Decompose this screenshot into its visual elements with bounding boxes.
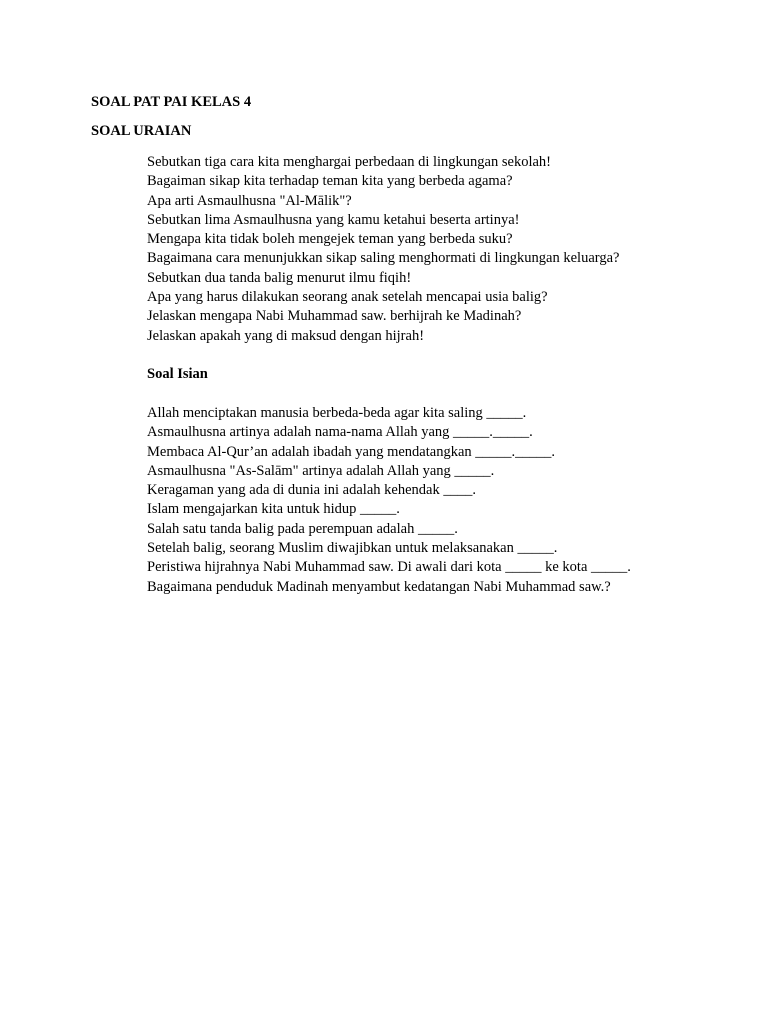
question-text: Allah menciptakan manusia berbeda-beda agar kita saling _____.: [147, 405, 527, 421]
question-text: Islam mengajarkan kita untuk hidup _____.: [147, 501, 400, 518]
question-text: Jelaskan apakah yang di maksud dengan hijrah!: [147, 327, 425, 344]
question-text: Bagaimana cara menunjukkan sikap saling menghormati di lingkungan keluarga?: [147, 250, 620, 267]
question-text: Bagaimana penduduk Madinah menyambut kedatangan Nabi Muhammad saw.?: [147, 578, 611, 595]
question-text: Peristiwa hijrahnya Nabi Muhammad saw. Di awali dari kota _____ ke kota _____.: [147, 559, 631, 576]
question-text: Asmaulhusna artinya adalah nama-nama Allah yang _____._____.: [147, 424, 533, 441]
question-text: Keragaman yang ada di dunia ini adalah kehendak ____.: [147, 482, 476, 499]
question-text: Setelah balig, seorang Muslim diwajibkan untuk melaksanakan _____.: [147, 540, 558, 557]
question-text: Apa arti Asmaulhusna "Al-Mālik"?: [147, 192, 352, 209]
question-text: Asmaulhusna "As-Salām" artinya adalah Allah yang _____.: [147, 462, 495, 479]
question-text: Salah satu tanda balig pada perempuan adalah _____.: [147, 520, 458, 537]
section-heading-uraian: SOAL URAIAN: [91, 123, 192, 139]
question-text: Sebutkan tiga cara kita menghargai perbedaan di lingkungan sekolah!: [147, 154, 551, 170]
question-text: Sebutkan dua tanda balig menurut ilmu fiqih!: [147, 269, 412, 286]
question-text: Sebutkan lima Asmaulhusna yang kamu ketahui beserta artinya!: [147, 211, 520, 228]
question-text: Mengapa kita tidak boleh mengejek teman yang berbeda suku?: [147, 231, 513, 248]
section-heading-isian: Soal Isian: [147, 366, 208, 382]
document-title: SOAL PAT PAI KELAS 4: [91, 94, 252, 110]
question-text: Apa yang harus dilakukan seorang anak setelah mencapai usia balig?: [147, 289, 548, 306]
question-text: Jelaskan mengapa Nabi Muhammad saw. berhijrah ke Madinah?: [147, 308, 522, 325]
question-text: Membaca Al-Qur’an adalah ibadah yang mendatangkan _____._____.: [147, 443, 556, 460]
question-text: Bagaiman sikap kita terhadap teman kita yang berbeda agama?: [147, 173, 513, 190]
